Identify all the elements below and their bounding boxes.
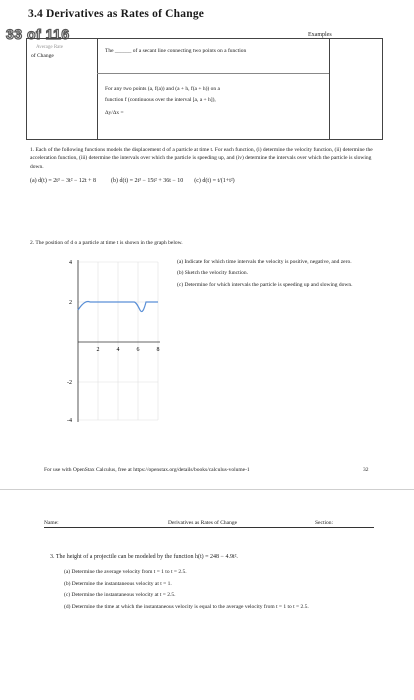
y-tick-label: 2 <box>69 300 72 306</box>
question-2-items <box>177 258 397 292</box>
page-number: 32 <box>363 467 369 473</box>
graph-grid <box>78 262 158 420</box>
definition-row-1: The ______ of a secant line connecting two points on a function <box>105 48 247 54</box>
function-b: (b) d(t) = 2t³ − 15t² + 36t − 10 <box>110 178 184 184</box>
x-tick-label: 6 <box>136 347 140 353</box>
question-2-item-b: (b) Sketch the velocity function. <box>177 270 249 277</box>
question-3-items <box>64 568 394 614</box>
y-tick-label: 4 <box>69 260 72 266</box>
question-3-item: (c) Determine the instantaneous velocity at t = 2.5. <box>64 592 176 599</box>
question-2-item-a: (a) Indicate for which time intervals the velocity is positive, negative, and zero. <box>177 259 352 265</box>
position-graph <box>64 254 174 434</box>
function-a: (a) d(t) = 2t³ − 3t² − 12t + 8 <box>30 178 96 184</box>
header-title: Derivatives as Rates of Change <box>168 520 238 526</box>
x-tick-label: 2 <box>96 347 100 353</box>
definition-formula: Δy/Δx = <box>105 110 124 116</box>
table-row-divider <box>97 73 329 74</box>
definition-table <box>26 38 383 140</box>
table-col-definition <box>97 39 330 139</box>
question-2-item-c: (c) Determine for which intervals the particle is speeding up and slowing down. <box>177 281 353 288</box>
header-underline <box>44 527 374 528</box>
x-tick-label: 4 <box>116 347 120 353</box>
question-1-functions <box>30 178 235 184</box>
page-separator <box>0 489 414 490</box>
question-2-text: 2. The position of d o a particle at time t is shown in the graph below. <box>30 240 183 246</box>
page-footer: For use with OpenStax Calculus, free at https://openstax.org/details/books/calculus-volume-1 <box>44 467 250 473</box>
page-title: 3.4 Derivatives as Rates of Change <box>28 8 205 20</box>
definition-row-2-line-1: For any two points (a, f(a)) and (a + h, f(a + h)) on a <box>105 86 220 92</box>
page-counter: 33 of 116 <box>6 26 70 42</box>
function-c: (c) d(t) = t/(1+t²) <box>194 178 235 184</box>
question-3-item: (a) Determine the average velocity from t = 1 to t = 2.5. <box>64 569 187 575</box>
y-tick-label: -4 <box>67 418 72 424</box>
section-label: Section: <box>315 520 334 526</box>
question-3-item: (b) Determine the instantaneous velocity at t = 1. <box>64 580 172 587</box>
y-tick-label: -2 <box>67 380 72 386</box>
question-3-text: 3. The height of a projectile can be modeled by the function h(t) = 248 − 4.9t². <box>50 554 238 560</box>
x-tick-label: 8 <box>156 347 160 353</box>
examples-label: Examples <box>308 32 332 38</box>
term-label: of Change <box>31 53 54 59</box>
term-ghost-label: Average Rate <box>36 45 63 50</box>
name-label: Name: <box>44 520 59 526</box>
definition-row-2-line-2: function f (continuous over the interval [a, a + h]), <box>105 97 216 103</box>
question-3-item: (d) Determine the time at which the instantaneous velocity is equal to the average velocity from t = 1 to t = 2.5. <box>64 603 309 610</box>
question-1-text: 1. Each of the following functions models the displacement d of a particle at time t. For each function, (i) determine the velocity function, (ii) determine the acceleration function, (iii) determine the intervals over which the particle is speeding up, and (iv) determine the intervals over which the particle is slowing down. <box>30 147 373 170</box>
